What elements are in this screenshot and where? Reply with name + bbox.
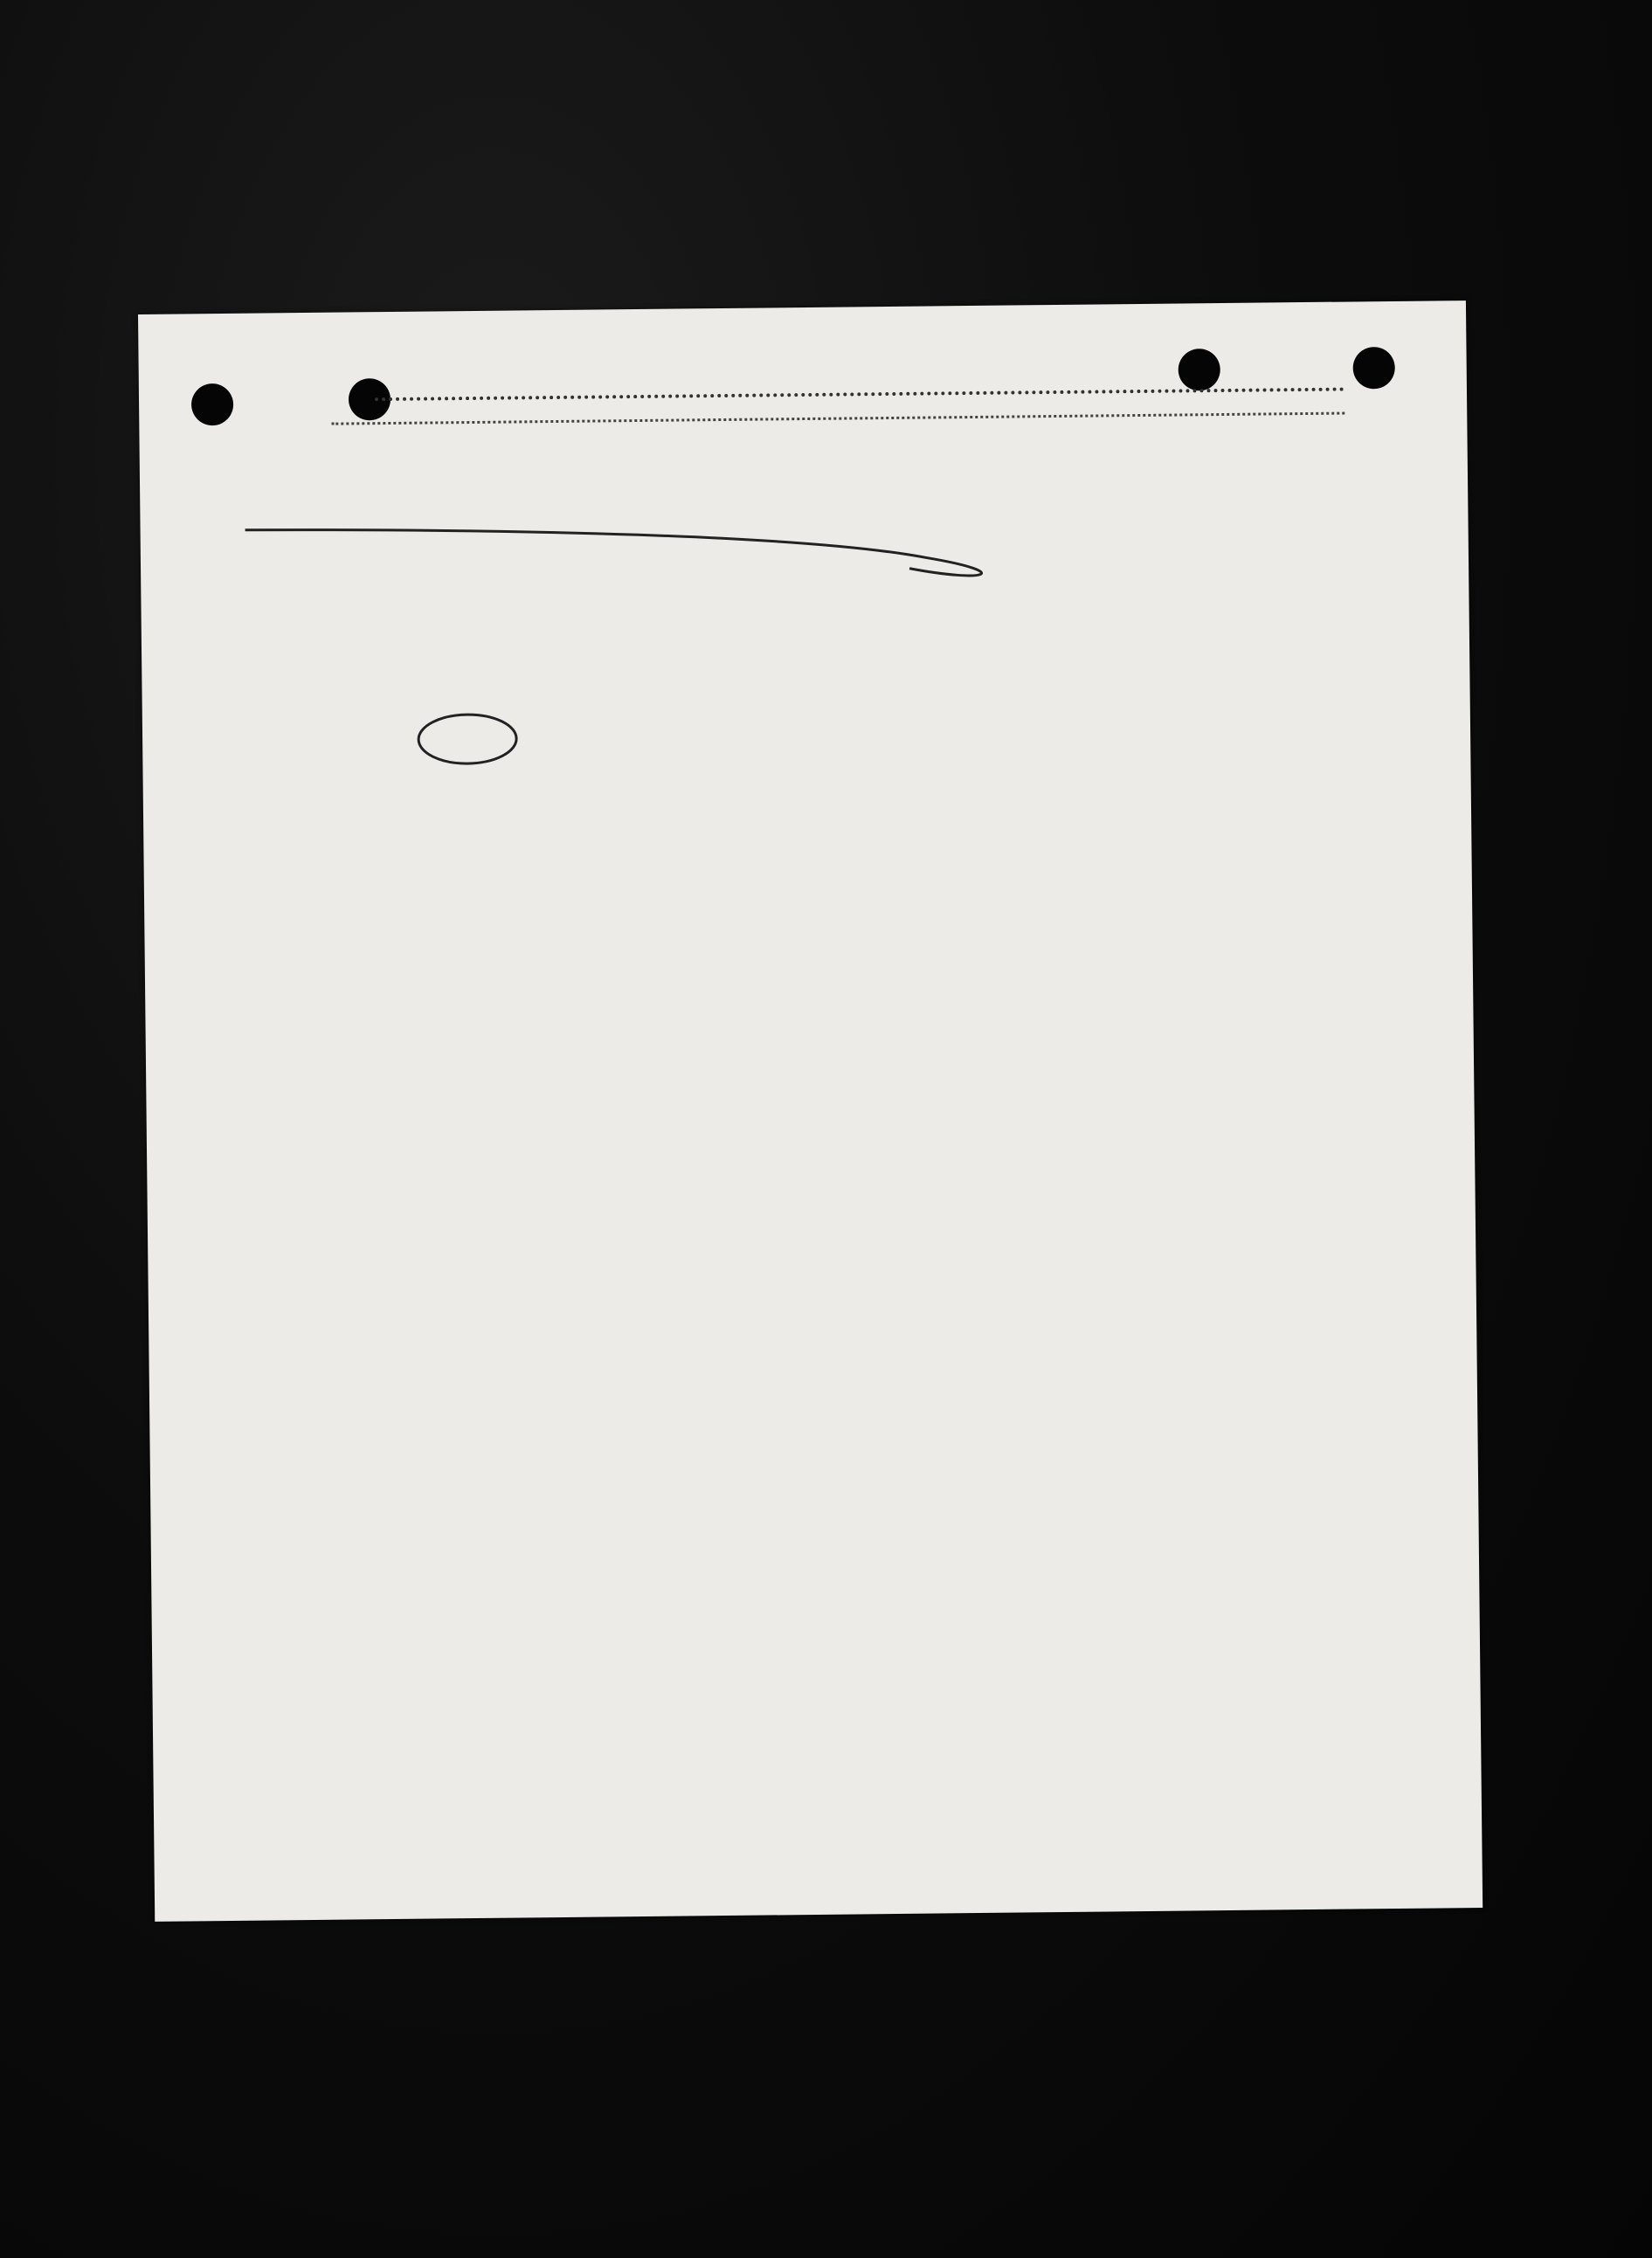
ledger-grid <box>138 300 1483 1922</box>
census-form-sheet <box>138 300 1483 1922</box>
